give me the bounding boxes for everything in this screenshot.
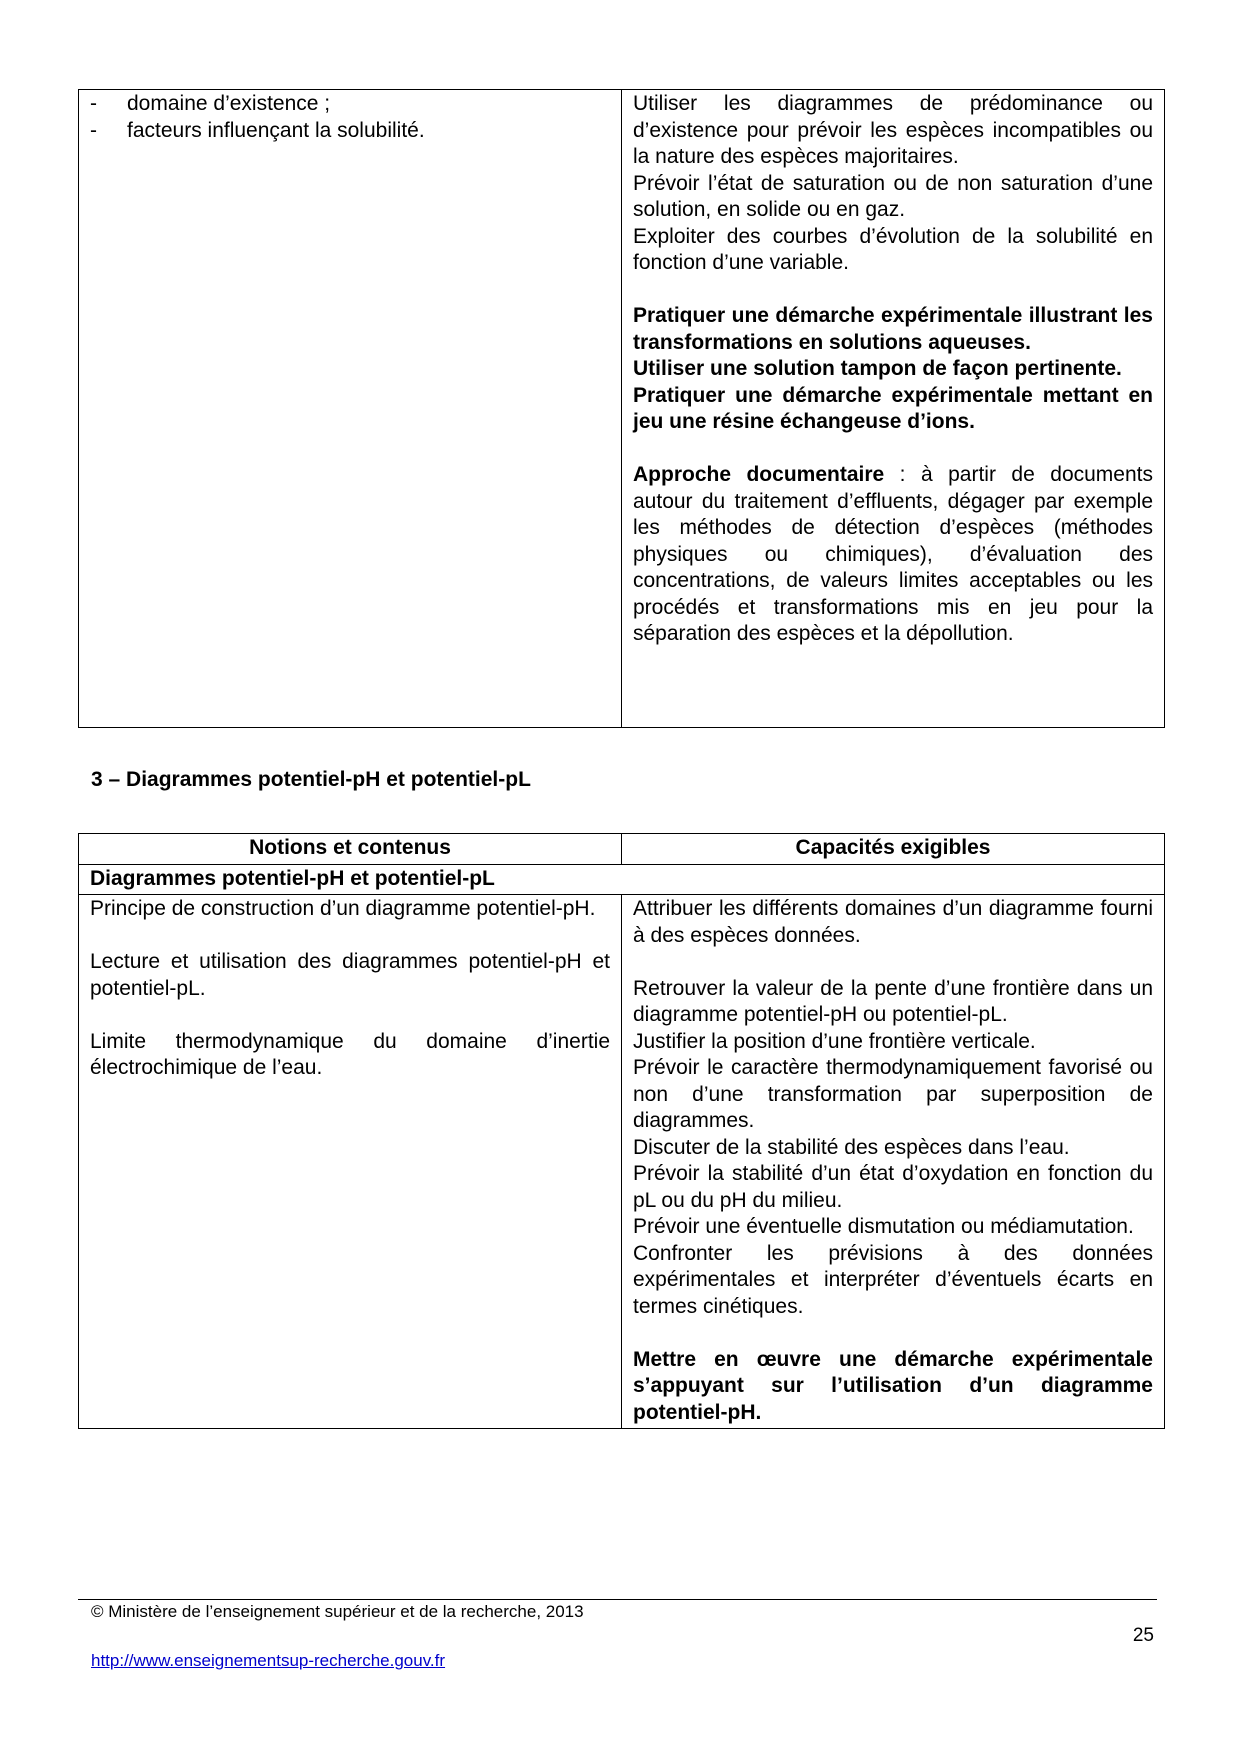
capacity-text: Prévoir une éventuelle dismutation ou médiamutation. bbox=[633, 1215, 1134, 1238]
experimental-capacity: Pratiquer une démarche expérimentale mettant en jeu une résine échangeuse d’ions. bbox=[633, 383, 1153, 433]
footer-divider bbox=[78, 1599, 1157, 1600]
table-subheader: Diagrammes potentiel-pH et potentiel-pL bbox=[79, 864, 1165, 895]
list-item-text: facteurs influençant la solubilité. bbox=[127, 118, 425, 142]
experimental-capacity: Mettre en œuvre une démarche expérimentale s’appuyant sur l’utilisation d’un diagramme potentiel-pH. bbox=[633, 1347, 1153, 1424]
experimental-capacity: Pratiquer une démarche expérimentale illustrant les transformations en solutions aqueuses. bbox=[633, 304, 1153, 354]
column-header-capacities: Capacités exigibles bbox=[622, 834, 1165, 865]
capacities-cell bbox=[622, 90, 1165, 728]
potential-ph-table bbox=[78, 833, 1165, 1429]
capacity-text: Attribuer les différents domaines d’un diagramme fourni à des espèces données. bbox=[633, 897, 1153, 947]
experimental-capacity: Utiliser une solution tampon de façon pertinente. bbox=[633, 357, 1122, 380]
capacities-cell bbox=[622, 895, 1165, 1429]
section-title: 3 – Diagrammes potentiel-pH et potentiel-pL bbox=[91, 768, 531, 791]
notions-cell bbox=[79, 90, 622, 728]
capacity-text: Utiliser les diagrammes de prédominance ou d’existence pour prévoir les espèces incompatibles ou la nature des espèces majoritaires. bbox=[633, 92, 1153, 168]
footer-copyright: © Ministère de l’enseignement supérieur et de la recherche, 2013 bbox=[91, 1602, 584, 1621]
notions-cell bbox=[79, 895, 622, 1429]
page-number: 25 bbox=[1132, 1625, 1154, 1646]
notion-text: Principe de construction d’un diagramme potentiel-pH. bbox=[90, 897, 596, 920]
capacity-text: Prévoir l’état de saturation ou de non saturation d’une solution, en solide ou en gaz. bbox=[633, 171, 1153, 221]
capacity-text: Discuter de la stabilité des espèces dans l’eau. bbox=[633, 1135, 1070, 1159]
list-item: - domaine d’existence ; bbox=[90, 91, 610, 118]
list-item-text: domaine d’existence ; bbox=[127, 92, 331, 115]
notion-text: Lecture et utilisation des diagrammes potentiel-pH et potentiel-pL. bbox=[90, 950, 610, 1000]
capacity-text: Justifier la position d’une frontière verticale. bbox=[633, 1029, 1036, 1053]
capacity-text: Prévoir le caractère thermodynamiquement favorisé ou non d’une transformation par superposition de diagrammes. bbox=[633, 1056, 1153, 1132]
footer-website-link[interactable]: http://www.enseignementsup-recherche.gouv.fr bbox=[91, 1651, 446, 1670]
column-header-notions: Notions et contenus bbox=[79, 834, 622, 865]
capacity-text: Exploiter des courbes d’évolution de la solubilité en fonction d’une variable. bbox=[633, 224, 1153, 274]
capacity-text: Retrouver la valeur de la pente d’une frontière dans un diagramme potentiel-pH ou potentiel-pL. bbox=[633, 976, 1153, 1026]
notion-text: Limite thermodynamique du domaine d’inertie électrochimique de l’eau. bbox=[90, 1029, 610, 1079]
documentary-approach: Approche documentaire : à partir de documents autour du traitement d’effluents, dégager par exemple les méthodes de détection d’espèces (méthodes physiques ou chimiques), d’évaluation des concentrations, de valeurs limites acceptables ou les procédés et transformations mis en jeu pour la séparation des espèces et la dépollution. bbox=[633, 463, 1153, 645]
capacity-text: Confronter les prévisions à des données expérimentales et interpréter d’éventuels écarts en termes cinétiques. bbox=[633, 1241, 1153, 1318]
list-item: - facteurs influençant la solubilité. bbox=[90, 118, 610, 145]
solubility-table bbox=[78, 89, 1165, 728]
capacity-text: Prévoir la stabilité d’un état d’oxydation en fonction du pL ou du pH du milieu. bbox=[633, 1162, 1153, 1212]
